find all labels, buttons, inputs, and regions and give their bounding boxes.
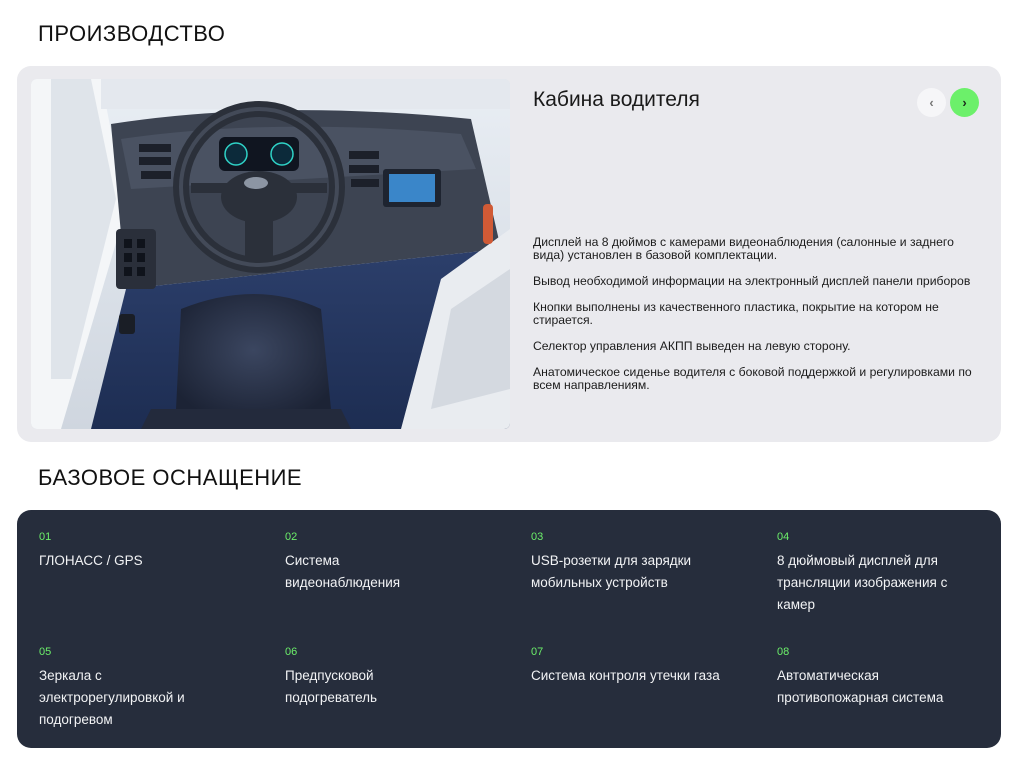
feature-text: Зеркала с электрорегулировкой и подогревом	[39, 668, 185, 727]
equipment-title: БАЗОВОЕ ОСНАЩЕНИЕ	[38, 465, 303, 490]
cabin-photo	[31, 79, 510, 429]
feature-number: 04	[777, 531, 790, 543]
feature-text: Система видеонаблюдения	[285, 553, 401, 590]
slide-title: Кабина водителя	[533, 88, 700, 111]
feature-text: Автоматическая противопожарная система	[777, 668, 944, 705]
feature-number: 08	[777, 646, 790, 658]
chevron-left-icon: ‹	[929, 95, 934, 110]
equipment-panel	[17, 510, 1001, 748]
feature-text: USB-розетки для зарядки мобильных устройств	[531, 553, 692, 590]
feature-number: 06	[285, 646, 298, 658]
feature-text: 8 дюймовый дисплей для трансляции изображения с камер	[777, 553, 948, 612]
feature-item	[777, 531, 977, 616]
chevron-right-icon: ›	[962, 95, 967, 110]
feature-item	[39, 531, 259, 572]
feature-item	[285, 531, 455, 594]
feature-item	[285, 646, 435, 709]
production-title: ПРОИЗВОДСТВО	[38, 21, 226, 46]
description-paragraph: Дисплей на 8 дюймов с камерами видеонаблюдения (салонные и заднего вида) установлен в базовой комплектации.	[533, 235, 954, 262]
production-slider-card	[17, 66, 1001, 442]
feature-item	[39, 646, 219, 731]
feature-item	[531, 531, 731, 594]
feature-text: Система контроля утечки газа	[531, 668, 720, 683]
feature-text: Предпусковой подогреватель	[285, 668, 378, 705]
feature-item	[777, 646, 977, 709]
description-paragraph: Анатомическое сиденье водителя с боковой поддержкой и регулировками по всем направлениям.	[533, 365, 972, 392]
feature-number: 02	[285, 531, 298, 543]
feature-text: ГЛОНАСС / GPS	[39, 553, 143, 568]
slider-prev-button[interactable]	[917, 88, 946, 117]
slider-next-button[interactable]	[950, 88, 979, 117]
description-paragraph: Селектор управления АКПП выведен на левую сторону.	[533, 339, 851, 353]
slide-description	[533, 236, 983, 405]
feature-number: 01	[39, 531, 52, 543]
description-paragraph: Кнопки выполнены из качественного пластика, покрытие на котором не стирается.	[533, 300, 939, 327]
feature-number: 03	[531, 531, 544, 543]
feature-number: 07	[531, 646, 544, 658]
description-paragraph: Вывод необходимой информации на электронный дисплей панели приборов	[533, 274, 971, 288]
feature-item	[531, 646, 721, 687]
feature-number: 05	[39, 646, 52, 658]
